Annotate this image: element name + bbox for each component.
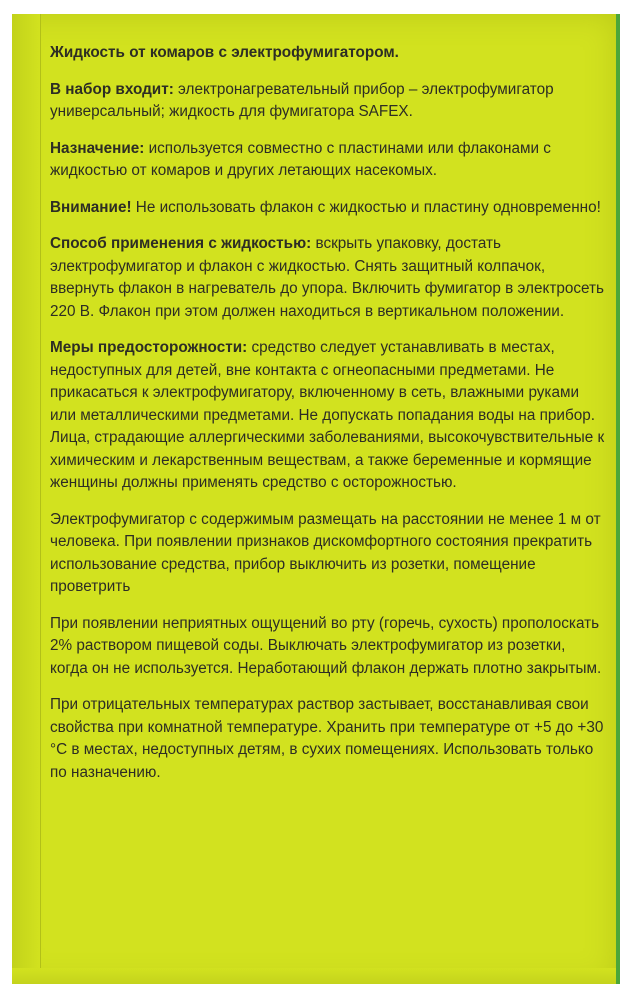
paragraph-lead: В набор входит:: [50, 80, 174, 98]
package-bottom-edge: [12, 968, 616, 984]
instructions-text: [50, 42, 606, 798]
paragraph-warning: [50, 197, 606, 220]
paragraph-usage: [50, 233, 606, 323]
paragraph-purpose: [50, 138, 606, 183]
paragraph-body: средство следует устанавливать в местах, недоступных для детей, вне контакта с огнеопасными предметами. Не прикасаться к электрофумигатору, включенному в сеть, влажными руками или металлическими предметами. Не допускать попадания воды на прибор. Лица, страдающие аллергическими заболеваниями, высокочувствительные к химическим и лекарственным веществам, а также беременные и кормящие женщины должны применять средство с осторожностью.: [50, 339, 605, 491]
paragraph-lead: Меры предосторожности:: [50, 339, 248, 356]
paragraph-discomfort: [50, 613, 606, 681]
product-title: [50, 42, 606, 65]
paragraph-body: При отрицательных температурах раствор застывает, восстанавливая свои свойства при комнатной температуре. Хранить при температуре от +5 до +30 °С в местах, недоступных детям, в сухих помещениях. Использовать только по назначению.: [50, 696, 604, 781]
paragraph-body: При появлении неприятных ощущений во рту (горечь, сухость) прополоскать 2% раствором пищевой соды. Выключать электрофумигатор из розетки, когда он не используется. Неработающий флакон держать плотно закрытым.: [50, 614, 602, 677]
product-title-text: Жидкость от комаров с электрофумигатором.: [50, 44, 399, 61]
paragraph-precautions: [50, 337, 606, 495]
paragraph-storage: [50, 694, 606, 784]
paragraph-body: используется совместно с пластинами или флаконами с жидкостью от комаров и других летающих насекомых.: [50, 139, 551, 179]
paragraph-kit-contents: [50, 79, 606, 124]
package-fold: [12, 14, 41, 984]
paragraph-body: вскрыть упаковку, достать электрофумигатор и флакон с жидкостью. Снять защитный колпачок, ввернуть флакон в нагреватель до упора. Включить фумигатор в электросеть 220 В. Флакон при этом должен находиться в вертикальном положении.: [50, 235, 604, 320]
package-panel: [12, 14, 620, 984]
paragraph-distance: [50, 509, 606, 599]
paragraph-body: электронагревательный прибор – электрофумигатор универсальный; жидкость для фумигатора SAFEX.: [50, 80, 554, 120]
paragraph-lead: Внимание!: [50, 198, 132, 216]
paragraph-lead: Назначение:: [50, 139, 145, 157]
paragraph-body: Не использовать флакон с жидкостью и пластину одновременно!: [131, 198, 601, 216]
paragraph-lead: Способ применения с жидкостью:: [50, 235, 312, 252]
paragraph-body: Электрофумигатор с содержимым размещать на расстоянии не менее 1 м от человека. При появлении признаков дискомфортного состояния прекратить использование средства, прибор выключить из розетки, помещение проветрить: [50, 510, 601, 595]
